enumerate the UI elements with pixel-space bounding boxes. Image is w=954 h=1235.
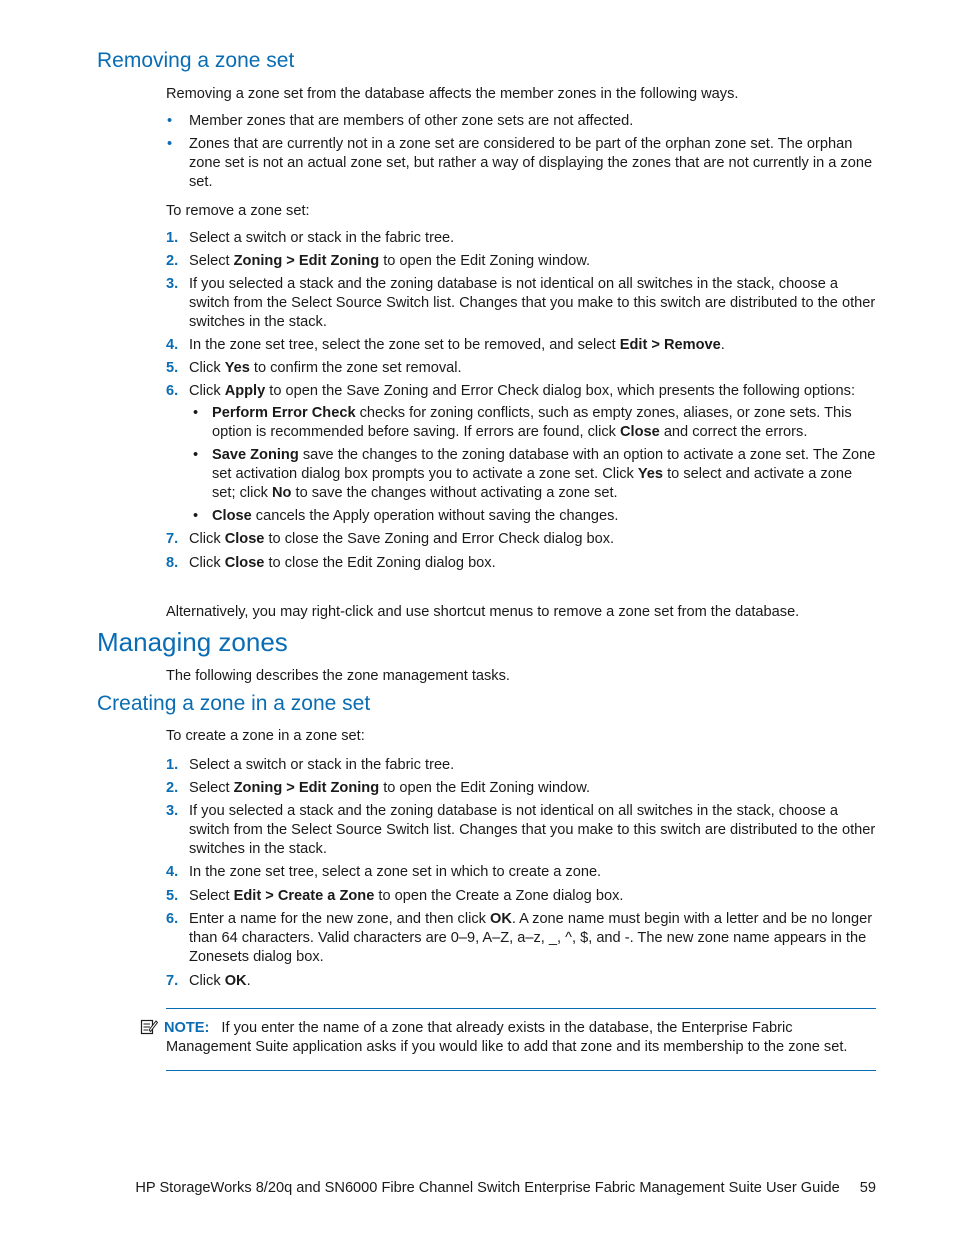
- list-item: 1. Select a switch or stack in the fabric tree.: [166, 757, 455, 773]
- manage-intro: The following describes the zone management tasks.: [166, 668, 510, 684]
- footer-title: HP StorageWorks 8/20q and SN6000 Fibre Channel Switch Enterprise Fabric Management Suite User Guide: [135, 1180, 840, 1196]
- remove-lead: To remove a zone set:: [166, 203, 310, 219]
- list-item: • Save Zoning save the changes to the zoning database with an option to activate a zone set. The Zone set activation dialog box prompts you to activate a zone set. Click Yes to select and activate a zone set; click No to save the changes without activating a zone set.: [193, 447, 876, 501]
- list-item: 3. If you selected a stack and the zoning database is not identical on all switches in the stack, choose a switch from the Select Source Switch list. Changes that you make to this switch are distributed to the other switches in the stack.: [166, 276, 876, 330]
- list-item: 6. Enter a name for the new zone, and then click OK. A zone name must begin with a letter and be no longer than 64 characters. Valid characters are 0–9, A–Z, a–z, _, ^, $, and -. The new zone name appears in the Zonesets dialog box.: [166, 911, 873, 965]
- note-box: [140, 1018, 880, 1057]
- option-list: [189, 404, 876, 526]
- create-lead: To create a zone in a zone set:: [166, 728, 365, 744]
- page-footer: [135, 1180, 876, 1196]
- note-bottom-rule: [166, 1070, 876, 1071]
- list-item: 6. Click Apply to open the Save Zoning and Error Check dialog box, which presents the following options: • Perform Error Check checks for zoning conflicts, such as empty zones, aliases, or zone sets. This option is recommended before saving. If errors are found, click Close and correct the errors. • Save Zoning save the changes to the zoning database with an option to activate a zone set. The Zone set activation dialog box prompts you to activate a zone set. Click Yes to select and activate a zone set; click No to save the changes without activating a zone set. • Close cancels the Apply operation without saving the changes.: [166, 383, 876, 524]
- remove-alternative: Alternatively, you may right-click and use shortcut menus to remove a zone set from the database.: [166, 604, 800, 620]
- list-item: 2. Select Zoning > Edit Zoning to open the Edit Zoning window.: [166, 780, 591, 796]
- list-item: 8. Click Close to close the Edit Zoning dialog box.: [166, 555, 496, 571]
- bullet-glyph: •: [167, 136, 173, 152]
- list-item: 5. Select Edit > Create a Zone to open the Create a Zone dialog box.: [166, 888, 624, 904]
- list-item: 2. Select Zoning > Edit Zoning to open the Edit Zoning window.: [166, 253, 591, 269]
- heading-creating-zone: Creating a zone in a zone set: [97, 692, 371, 715]
- list-item: 3. If you selected a stack and the zoning database is not identical on all switches in the stack, choose a switch from the Select Source Switch list. Changes that you make to this switch are distributed to the other switches in the stack.: [166, 803, 876, 857]
- list-item: 4. In the zone set tree, select the zone set to be removed, and select Edit > Remove.: [166, 337, 725, 353]
- heading-managing-zones: Managing zones: [97, 627, 288, 657]
- note-text: If you enter the name of a zone that already exists in the database, the Enterprise Fabric: [221, 1020, 793, 1036]
- note-text-continued: Management Suite application asks if you would like to add that zone and its membership to the zone set.: [166, 1039, 848, 1055]
- list-item: 7. Click Close to close the Save Zoning and Error Check dialog box.: [166, 531, 615, 547]
- note-label: NOTE:: [164, 1020, 210, 1036]
- list-item: • Zones that are currently not in a zone set are considered to be part of the orphan zone set. The orphan zone set is not an actual zone set, but rather a way of displaying the zones that are not currently in a zone set.: [167, 136, 873, 190]
- list-item: • Member zones that are members of other zone sets are not affected.: [167, 113, 634, 129]
- bullet-glyph: •: [167, 113, 173, 129]
- list-item: 7. Click OK.: [166, 973, 251, 989]
- note-icon: [140, 1018, 158, 1035]
- list-item: • Perform Error Check checks for zoning conflicts, such as empty zones, aliases, or zone sets. This option is recommended before saving. If errors are found, click Close and correct the errors.: [193, 405, 852, 440]
- note-top-rule: [166, 1008, 876, 1009]
- remove-steps: [166, 229, 876, 573]
- page-number: 59: [859, 1180, 876, 1196]
- list-item: 5. Click Yes to confirm the zone set removal.: [166, 360, 462, 376]
- list-item: 1. Select a switch or stack in the fabric tree.: [166, 230, 455, 246]
- create-steps: [166, 756, 876, 991]
- remove-bullet-list: [166, 112, 876, 192]
- list-item: 4. In the zone set tree, select a zone set in which to create a zone.: [166, 864, 602, 880]
- list-item: • Close cancels the Apply operation without saving the changes.: [193, 508, 619, 524]
- heading-removing-zone-set: Removing a zone set: [97, 49, 295, 72]
- remove-intro: Removing a zone set from the database affects the member zones in the following ways.: [166, 86, 739, 102]
